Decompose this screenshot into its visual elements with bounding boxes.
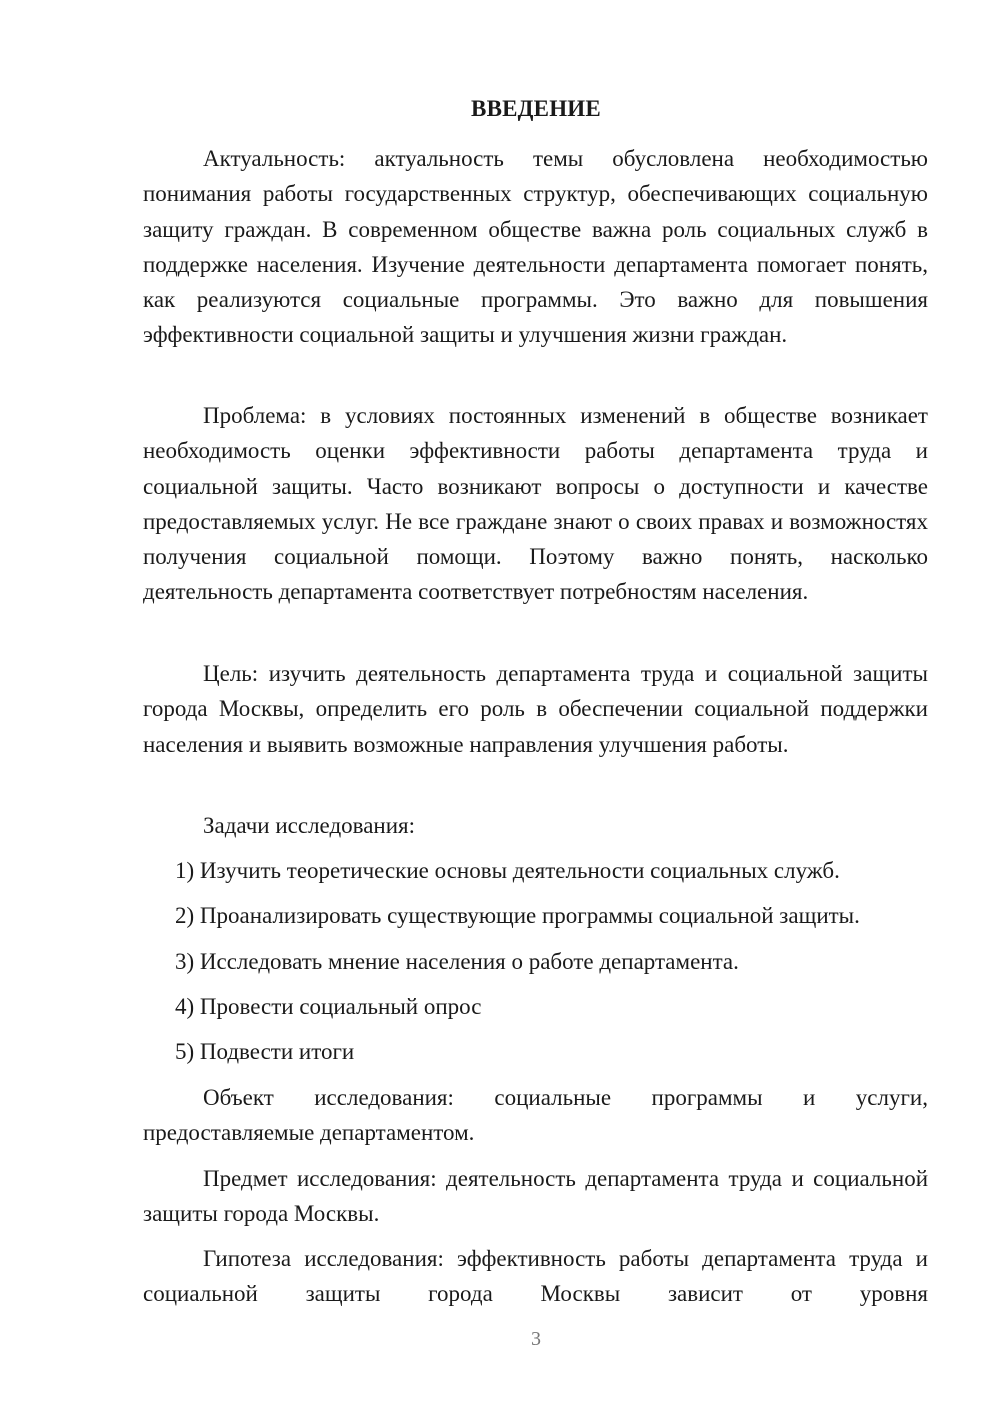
task-item: 4) Провести социальный опрос	[175, 994, 482, 1019]
paragraph-relevance: Актуальность: актуальность темы обусловлена необходимостью понимания работы государственных структур, обеспечивающих социальную защиту граждан. В современном обществе важна роль социальных служб в поддержке населения. Изучение деятельности департамента помогает понять, как реализуются социальные программы. Это важно для повышения эффективности социальной защиты и улучшения жизни граждан.	[143, 146, 928, 348]
page-title: ВВЕДЕНИЕ	[471, 96, 601, 121]
paragraph-subject: Предмет исследования: деятельность департамента труда и социальной защиты города Москвы.	[143, 1166, 928, 1227]
task-item: 5) Подвести итоги	[175, 1039, 355, 1064]
paragraph-goal: Цель: изучить деятельность департамента труда и социальной защиты города Москвы, определить его роль в обеспечении социальной поддержки населения и выявить возможные направления улучшения работы.	[143, 661, 928, 757]
paragraph-problem: Проблема: в условиях постоянных изменений в обществе возникает необходимость оценки эффективности работы департамента труда и социальной защиты. Часто возникают вопросы о доступности и качестве предоставляемых услуг. Не все граждане знают о своих правах и возможностях получения социальной помощи. Поэтому важно понять, насколько деятельность департамента соответствует потребностям населения.	[143, 403, 928, 605]
task-item: 3) Исследовать мнение населения о работе департамента.	[175, 949, 739, 974]
paragraph-hypothesis: Гипотеза исследования: эффективность работы департамента труда и социальной защиты города Москвы зависит от уровня	[143, 1246, 928, 1307]
task-item: 1) Изучить теоретические основы деятельности социальных служб.	[175, 858, 840, 883]
task-item: 2) Проанализировать существующие программы социальной защиты.	[175, 903, 860, 928]
paragraph-object: Объект исследования: социальные программы и услуги, предоставляемые департаментом.	[143, 1085, 928, 1146]
page-number: 3	[531, 1328, 541, 1350]
tasks-heading: Задачи исследования:	[203, 813, 416, 838]
